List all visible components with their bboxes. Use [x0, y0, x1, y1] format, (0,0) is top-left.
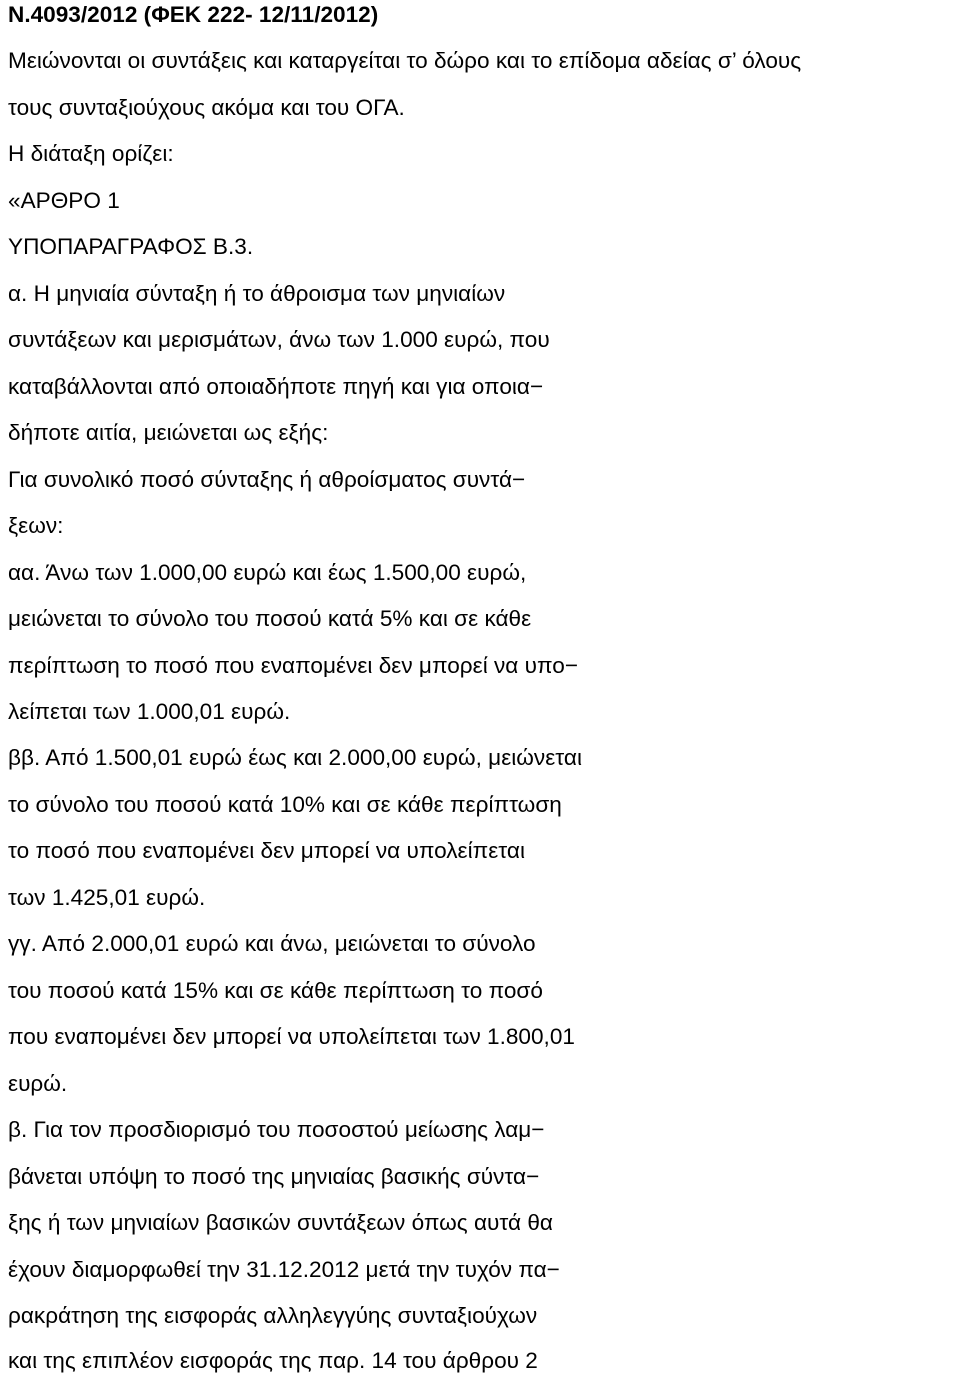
text-line: ρακράτηση της εισφοράς αλληλεγγύης συνταξιούχων	[8, 1303, 538, 1328]
text-line: που εναπομένει δεν μπορεί να υπολείπεται των 1.800,01	[8, 1024, 575, 1049]
text-line: περίπτωση το ποσό που εναπομένει δεν μπορεί να υπο−	[8, 653, 579, 678]
text-line: έχουν διαμορφωθεί την 31.12.2012 μετά την τυχόν πα−	[8, 1257, 560, 1282]
text-line: α. Η μηνιαία σύνταξη ή το άθροισμα των μηνιαίων	[8, 281, 506, 306]
text-line: ββ. Από 1.500,01 ευρώ έως και 2.000,00 ευρώ, μειώνεται	[8, 745, 582, 770]
text-line: β. Για τον προσδιορισμό του ποσοστού μείωσης λαμ−	[8, 1117, 545, 1142]
text-line: ευρώ.	[8, 1071, 68, 1096]
text-line: Μειώνονται οι συντάξεις και καταργείται το δώρο και το επίδομα αδείας σ’ όλους	[8, 48, 802, 73]
text-line: συντάξεων και μερισμάτων, άνω των 1.000 ευρώ, που	[8, 327, 550, 352]
text-line: λείπεται των 1.000,01 ευρώ.	[8, 699, 291, 724]
text-line: του ποσού κατά 15% και σε κάθε περίπτωση το ποσό	[8, 978, 543, 1003]
text-line: ξεων:	[8, 513, 64, 538]
text-line: βάνεται υπόψη το ποσό της μηνιαίας βασικής σύντα−	[8, 1164, 540, 1189]
text-line: το σύνολο του ποσού κατά 10% και σε κάθε περίπτωση	[8, 792, 562, 817]
text-line: αα. Άνω των 1.000,00 ευρώ και έως 1.500,00 ευρώ,	[8, 560, 527, 585]
text-line: Η διάταξη ορίζει:	[8, 141, 174, 166]
text-line: των 1.425,01 ευρώ.	[8, 885, 206, 910]
text-line: δήποτε αιτία, μειώνεται ως εξής:	[8, 420, 329, 445]
article-heading: «ΑΡΘΡΟ 1	[8, 188, 120, 213]
text-line: Για συνολικό ποσό σύνταξης ή αθροίσματος συντά−	[8, 467, 526, 492]
text-line: το ποσό που εναπομένει δεν μπορεί να υπολείπεται	[8, 838, 525, 863]
text-line: τους συνταξιούχους ακόμα και του ΟΓΑ.	[8, 95, 405, 120]
text-line: καταβάλλονται από οποιαδήποτε πηγή και για οποια−	[8, 374, 544, 399]
document-title: Ν.4093/2012 (ΦΕΚ 222- 12/11/2012)	[8, 2, 379, 27]
text-line: γγ. Από 2.000,01 ευρώ και άνω, μειώνεται το σύνολο	[8, 931, 536, 956]
text-line: μειώνεται το σύνολο του ποσού κατά 5% και σε κάθε	[8, 606, 532, 631]
text-line: και της επιπλέον εισφοράς της παρ. 14 του άρθρου 2	[8, 1348, 538, 1373]
text-line: ξης ή των μηνιαίων βασικών συντάξεων όπως αυτά θα	[8, 1210, 553, 1235]
subparagraph-heading: ΥΠΟΠΑΡΑΓΡΑΦΟΣ Β.3.	[8, 234, 254, 259]
